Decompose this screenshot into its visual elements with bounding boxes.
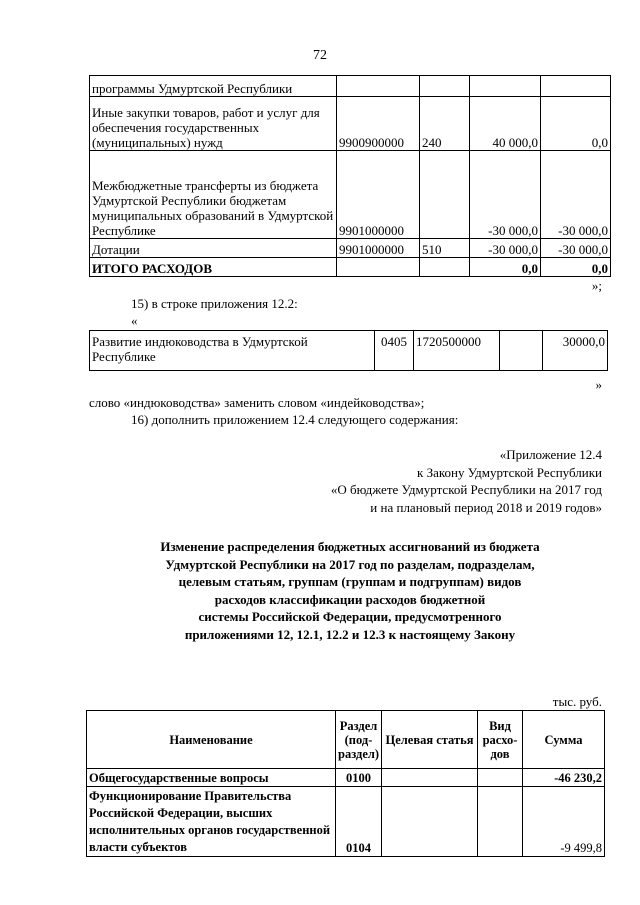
- cell-type: [478, 787, 523, 857]
- cell-sum: -46 230,2: [523, 769, 605, 787]
- cell-sum: -9 499,8: [523, 787, 605, 857]
- allocation-table: [86, 710, 605, 857]
- cell-name: Функционирование Правительства Российской Федерации, высших исполнительных органов государственной власти субъектов: [87, 787, 336, 857]
- closing-quote: »: [595, 377, 602, 392]
- table-row: [90, 331, 608, 371]
- cell-type: [420, 76, 470, 97]
- cell-code: [337, 258, 420, 277]
- cell-type: [420, 258, 470, 277]
- appendix-line: «Приложение 12.4: [499, 447, 602, 462]
- cell-section: 0405: [375, 331, 414, 371]
- cell-code: 1720500000: [414, 331, 500, 371]
- cell-section: 0100: [336, 769, 382, 787]
- heading-line: целевым статьям, группам (группам и подгруппам) видов: [178, 574, 522, 589]
- table-row: [90, 239, 611, 258]
- cell-sum2: [541, 76, 611, 97]
- table-continuation: [89, 75, 611, 277]
- units-label: тыс. руб.: [552, 694, 602, 709]
- appendix-block: [331, 446, 602, 516]
- replace-instruction: слово «индюководства» заменить словом «индейководства»;: [89, 395, 425, 410]
- closing-quote-semicolon: »;: [591, 278, 602, 293]
- appendix-line: «О бюджете Удмуртской Республики на 2017 год: [330, 482, 602, 497]
- header-sum: Сумма: [523, 711, 605, 769]
- item-15: 15) в строке приложения 12.2:: [131, 296, 298, 311]
- heading-line: приложениями 12, 12.1, 12.2 и 12.3 к настоящему Закону: [184, 626, 516, 642]
- cell-sum1: -30 000,0: [470, 151, 541, 239]
- heading-line: системы Российской Федерации, предусмотренного: [198, 609, 502, 624]
- cell-sum2: -30 000,0: [541, 239, 611, 258]
- heading-line: Удмуртской Республики на 2017 год по разделам, подразделам,: [165, 556, 535, 572]
- cell-name: Межбюджетные трансферты из бюджета Удмуртской Республики бюджетам муниципальных образований в Удмуртской Республике: [90, 151, 337, 239]
- table-row: [90, 258, 611, 277]
- appendix-line: к Закону Удмуртской Республики: [417, 464, 602, 480]
- page-number: 72: [313, 48, 327, 63]
- cell-code: 9901000000: [337, 239, 420, 258]
- table-row: [90, 76, 611, 97]
- cell-sum1: 40 000,0: [470, 97, 541, 151]
- cell-sum2: -30 000,0: [541, 151, 611, 239]
- cell-target: [382, 787, 478, 857]
- cell-type: [420, 151, 470, 239]
- cell-code: [337, 76, 420, 97]
- document-heading: [80, 538, 620, 643]
- cell-name: Иные закупки товаров, работ и услуг для обеспечения государственных (муниципальных) нужд: [90, 97, 337, 151]
- opening-quote: «: [131, 313, 138, 328]
- table-header-row: [87, 711, 605, 769]
- header-type: Вид расхо-дов: [478, 711, 523, 769]
- table-row: [90, 97, 611, 151]
- heading-line: Изменение распределения бюджетных ассигнований из бюджета: [160, 539, 540, 554]
- header-name: Наименование: [87, 711, 336, 769]
- cell-name: Общегосударственные вопросы: [87, 769, 336, 787]
- table-row: [87, 787, 605, 857]
- cell-sum1: 0,0: [470, 258, 541, 277]
- cell-section: 0104: [336, 787, 382, 857]
- header-target: Целевая статья: [382, 711, 478, 769]
- table-row: [90, 151, 611, 239]
- cell-type: 510: [420, 239, 470, 258]
- cell-name: ИТОГО РАСХОДОВ: [90, 258, 337, 277]
- cell-sum1: -30 000,0: [470, 239, 541, 258]
- cell-type: [500, 331, 543, 371]
- cell-sum: 30000,0: [543, 331, 608, 371]
- cell-sum2: 0,0: [541, 97, 611, 151]
- cell-code: 9901000000: [337, 151, 420, 239]
- table-row-replacement: [89, 330, 608, 371]
- cell-sum2: 0,0: [541, 258, 611, 277]
- item-16: 16) дополнить приложением 12.4 следующего содержания:: [131, 412, 459, 427]
- cell-code: 9900900000: [337, 97, 420, 151]
- cell-name: Дотации: [90, 239, 337, 258]
- cell-name: Развитие индюководства в Удмуртской Республике: [90, 331, 375, 371]
- cell-name: программы Удмуртской Республики: [90, 76, 337, 97]
- cell-type: [478, 769, 523, 787]
- heading-line: расходов классификации расходов бюджетной: [214, 591, 486, 607]
- cell-target: [382, 769, 478, 787]
- cell-type: 240: [420, 97, 470, 151]
- header-section: Раздел (под-раздел): [336, 711, 382, 769]
- table-row: [87, 769, 605, 787]
- cell-sum1: [470, 76, 541, 97]
- appendix-line: и на плановый период 2018 и 2019 годов»: [370, 499, 602, 515]
